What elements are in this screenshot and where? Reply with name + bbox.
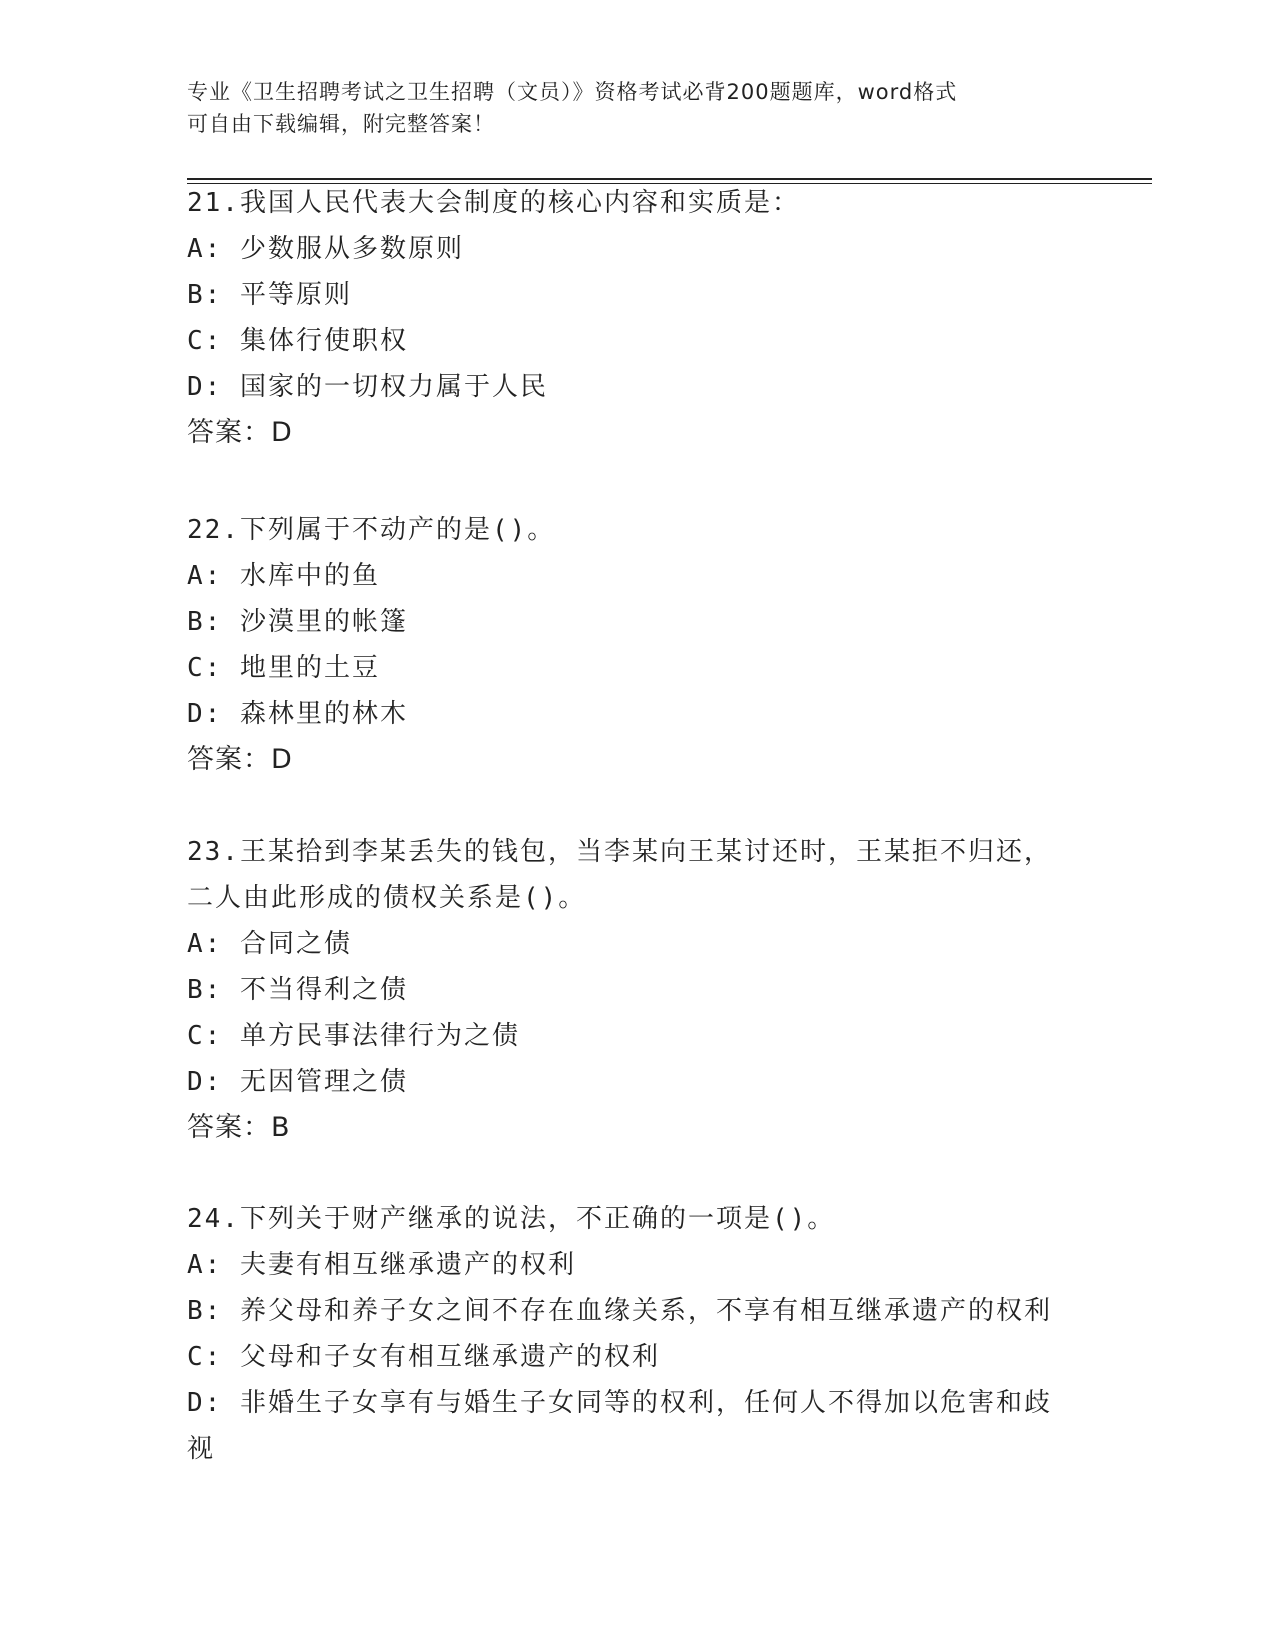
option-c: C: 地里的土豆 <box>187 653 380 683</box>
option-d: D: 非婚生子女享有与婚生子女同等的权利，任何人不得加以危害和歧 <box>187 1388 1052 1418</box>
answer-label: 答案：B <box>187 1112 291 1143</box>
question-text: 23.王某拾到李某丢失的钱包，当李某向王某讨还时，王某拒不归还， <box>187 837 1052 867</box>
header-line-1: 专业《卫生招聘考试之卫生招聘（文员）》资格考试必背200题题库，word格式 <box>187 80 958 104</box>
answer-label: 答案：D <box>187 744 293 775</box>
option-c: C: 单方民事法律行为之债 <box>187 1021 520 1051</box>
question-21 <box>187 180 1087 456</box>
question-text-continued: 二人由此形成的债权关系是()。 <box>187 883 587 913</box>
question-23 <box>187 829 1087 1151</box>
option-d: D: 无因管理之债 <box>187 1067 408 1097</box>
option-b: B: 不当得利之债 <box>187 975 408 1005</box>
option-d: D: 国家的一切权力属于人民 <box>187 372 548 402</box>
question-24 <box>187 1196 1087 1472</box>
option-a: A: 夫妻有相互继承遗产的权利 <box>187 1250 576 1280</box>
question-text: 21.我国人民代表大会制度的核心内容和实质是： <box>187 188 800 218</box>
header-line-2: 可自由下载编辑，附完整答案！ <box>187 112 495 136</box>
document-header <box>187 76 1067 140</box>
question-text: 24.下列关于财产继承的说法，不正确的一项是()。 <box>187 1204 836 1234</box>
option-b: B: 养父母和养子女之间不存在血缘关系，不享有相互继承遗产的权利 <box>187 1296 1052 1326</box>
option-c: C: 集体行使职权 <box>187 326 408 356</box>
option-a: A: 少数服从多数原则 <box>187 234 464 264</box>
option-d-continued: 视 <box>187 1434 216 1464</box>
answer-label: 答案：D <box>187 417 293 448</box>
option-a: A: 合同之债 <box>187 929 352 959</box>
option-c: C: 父母和子女有相互继承遗产的权利 <box>187 1342 660 1372</box>
question-text: 22.下列属于不动产的是()。 <box>187 515 556 545</box>
option-d: D: 森林里的林木 <box>187 699 408 729</box>
option-b: B: 平等原则 <box>187 280 352 310</box>
option-b: B: 沙漠里的帐篷 <box>187 607 408 637</box>
option-a: A: 水库中的鱼 <box>187 561 380 591</box>
question-22 <box>187 507 1087 783</box>
